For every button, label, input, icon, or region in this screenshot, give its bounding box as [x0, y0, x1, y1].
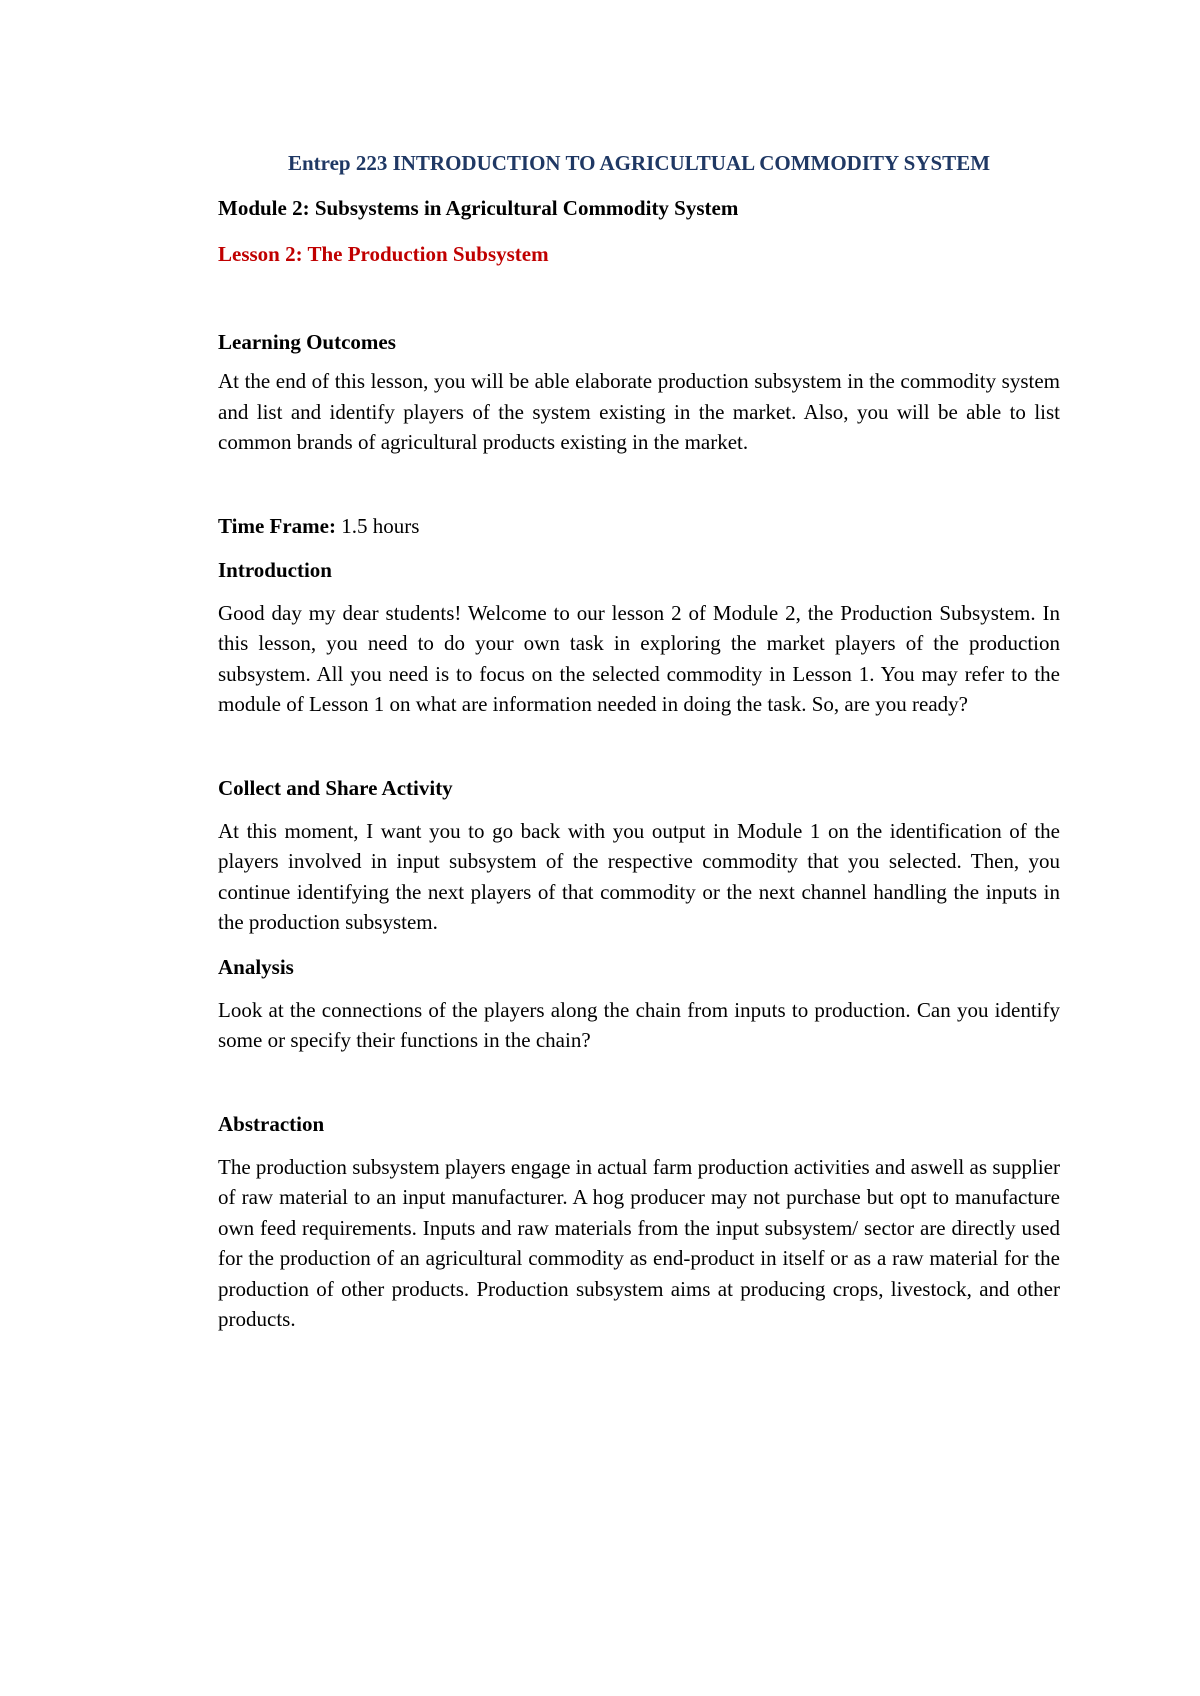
- collect-share-heading: Collect and Share Activity: [218, 775, 453, 800]
- learning-outcomes-body: At the end of this lesson, you will be able elaborate production subsystem in the commodity system and list and identify players of the system existing in the market. Also, you will be able to list common brands of agricultural products existing in the market.: [218, 369, 1060, 454]
- module-title: Module 2: Subsystems in Agricultural Commodity System: [218, 196, 739, 220]
- collect-share-body: At this moment, I want you to go back with you output in Module 1 on the identification of the players involved in input subsystem of the respective commodity that you selected. Then, you continue identifying the next players of that commodity or the next channel handling the inputs in the production subsystem.: [218, 818, 1060, 934]
- analysis-heading: Analysis: [218, 954, 294, 979]
- learning-outcomes-heading: Learning Outcomes: [218, 330, 396, 354]
- lesson-title: Lesson 2: The Production Subsystem: [218, 242, 549, 266]
- time-frame: [218, 511, 1060, 541]
- abstraction-body: The production subsystem players engage in actual farm production activities and aswell as supplier of raw material to an input manufacturer. A hog producer may not purchase but opt to manufacture own feed requirements. Inputs and raw materials from the input subsystem/ sector are directly used for the production of an agricultural commodity as end-product in itself or as a raw material for the production of other products. Production subsystem aims at producing crops, livestock, and other products.: [218, 1154, 1060, 1331]
- course-title: Entrep 223 INTRODUCTION TO AGRICULTUAL COMMODITY SYSTEM: [287, 151, 991, 175]
- introduction-heading: Introduction: [218, 557, 332, 582]
- abstraction-heading: Abstraction: [218, 1111, 325, 1136]
- introduction-body: Good day my dear students! Welcome to our lesson 2 of Module 2, the Production Subsystem. In this lesson, you need to do your own task in exploring the market players of the production subsystem. All you need is to focus on the selected commodity in Lesson 1. You may refer to the module of Lesson 1 on what are information needed in doing the task. So, are you ready?: [218, 600, 1060, 716]
- analysis-body: Look at the connections of the players along the chain from inputs to production. Can you identify some or specify their functions in the chain?: [218, 997, 1060, 1052]
- document-page: [218, 120, 1060, 1335]
- time-frame-value: 1.5 hours: [335, 513, 420, 538]
- time-frame-label: Time Frame:: [218, 513, 336, 538]
